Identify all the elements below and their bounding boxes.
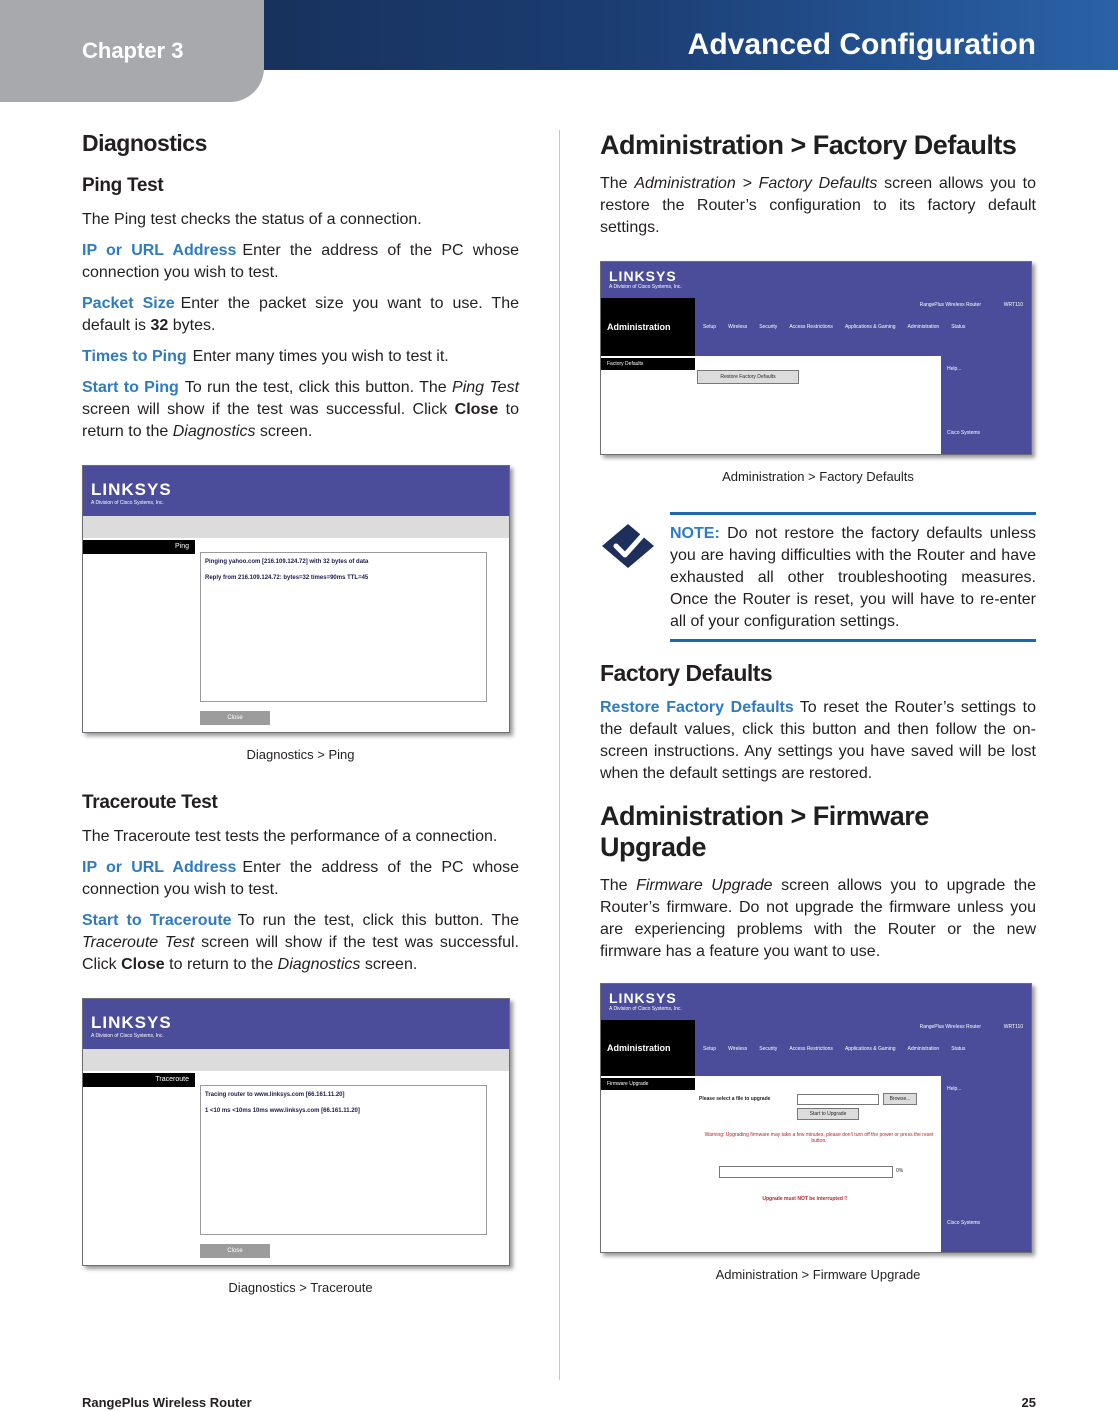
fw-progress-bar xyxy=(719,1166,893,1178)
fw-model: WRT110 xyxy=(1003,1024,1023,1030)
ping-ip-term: IP or URL Address xyxy=(82,242,237,259)
start-desc-4: screen. xyxy=(259,423,313,440)
tab-status[interactable]: Status xyxy=(951,1046,966,1052)
packet-size-term: Packet Size xyxy=(82,295,175,312)
tab-administration[interactable]: Administration xyxy=(907,1046,940,1052)
factory-model: WRT110 xyxy=(1003,302,1023,308)
ping-intro: The Ping test checks the status of a connection. xyxy=(82,211,422,228)
linksys-logo: LINKSYS xyxy=(609,990,677,1006)
chapter-title: Advanced Configuration xyxy=(687,28,1036,61)
traceroute-ip-paragraph xyxy=(82,857,519,901)
factory-nav-band xyxy=(695,298,1031,356)
ping-times-paragraph xyxy=(82,346,519,368)
tab-applications-gaming[interactable]: Applications & Gaming xyxy=(844,324,896,330)
factory-caption: Administration > Factory Defaults xyxy=(722,469,914,484)
tr-start-desc-4: screen. xyxy=(364,956,418,973)
tab-security[interactable]: Security xyxy=(759,324,778,330)
note-block xyxy=(600,512,1036,642)
traceroute-ip-term: IP or URL Address xyxy=(82,859,237,876)
packet-desc: Enter the packet size you want to use. The default is xyxy=(82,295,519,334)
tr-start-desc-2: screen will show if the test was successful. Click xyxy=(82,934,520,973)
traceroute-screenshot xyxy=(82,998,510,1266)
fw-file-input[interactable] xyxy=(797,1094,879,1105)
left-column xyxy=(82,125,519,1295)
factory-defaults-screenshot xyxy=(600,261,1032,455)
fw-help-column xyxy=(941,1076,1031,1252)
note-label: NOTE: xyxy=(670,525,720,542)
start-desc-3: to return to the xyxy=(82,401,519,440)
ping-test-heading: Ping Test xyxy=(82,175,164,196)
factory-tabs xyxy=(703,324,965,330)
tab-wireless[interactable]: Wireless xyxy=(728,1046,748,1052)
tr-start-bold: Close xyxy=(121,956,165,973)
factory-intro-2: screen allows you to restore the Router’s configuration to its factory default settings. xyxy=(600,175,1037,236)
start-to-upgrade-button[interactable]: Start to Upgrade xyxy=(797,1108,859,1120)
tr-start-desc-3: to return to the xyxy=(169,956,274,973)
linksys-logo-sub: A Division of Cisco Systems, Inc. xyxy=(91,1033,164,1039)
ping-start-paragraph xyxy=(82,377,519,443)
tab-setup[interactable]: Setup xyxy=(703,1046,717,1052)
fw-product-name: RangePlus Wireless Router xyxy=(919,1024,981,1030)
right-column xyxy=(600,125,1036,1282)
traceroute-result-panel xyxy=(200,1085,487,1235)
linksys-banner xyxy=(601,984,1031,1020)
firmware-intro xyxy=(600,875,1036,963)
linksys-logo-sub: A Division of Cisco Systems, Inc. xyxy=(609,284,682,290)
restore-paragraph xyxy=(600,697,1036,785)
linksys-banner xyxy=(83,999,509,1049)
banner-stripe xyxy=(83,1049,509,1071)
fw-warning-text: Warning: Upgrading firmware may take a few minutes, please don't turn off the power or press the reset button. xyxy=(704,1132,934,1144)
fw-section-label: Administration xyxy=(601,1020,695,1076)
traceroute-intro: The Traceroute test tests the performance of a connection. xyxy=(82,828,498,845)
restore-desc: To reset the Router’s settings to the default values, click this button and then follow the on-screen instructions. Any settings you have saved will be lost when the default settings are restored. xyxy=(600,699,1036,782)
factory-defaults-heading: Administration > Factory Defaults xyxy=(600,130,1017,160)
ping-result-line-1: Pinging yahoo.com [216.109.124.72] with 32 bytes of data xyxy=(205,559,369,565)
packet-default-value: 32 xyxy=(150,317,169,334)
ping-side-label: Ping xyxy=(83,540,195,554)
times-desc: Enter many times you wish to test it. xyxy=(192,348,449,365)
checkmark-note-icon xyxy=(600,522,656,570)
firmware-upgrade-screenshot xyxy=(600,983,1032,1253)
banner-stripe xyxy=(83,516,509,538)
traceroute-side-label: Traceroute xyxy=(83,1073,195,1087)
ping-result-line-2: Reply from 216.109.124.72: bytes=32 times=90ms TTL=45 xyxy=(205,575,369,581)
note-text xyxy=(670,523,1036,633)
linksys-logo-sub: A Division of Cisco Systems, Inc. xyxy=(609,1006,682,1012)
ping-packet-paragraph xyxy=(82,293,519,337)
factory-section-label: Administration xyxy=(601,298,695,356)
traceroute-heading: Traceroute Test xyxy=(82,792,218,813)
factory-defaults-subheading: Factory Defaults xyxy=(600,660,773,686)
times-to-ping-term: Times to Ping xyxy=(82,348,187,365)
tab-administration[interactable]: Administration xyxy=(907,324,940,330)
restore-factory-defaults-button[interactable]: Restore Factory Defaults xyxy=(697,370,799,384)
note-body: Do not restore the factory defaults unless you are having difficulties with the Router and have exhausted all other troubleshooting measures. Once the Router is reset, you will have to re-enter all of your configuration settings. xyxy=(670,525,1036,630)
start-to-traceroute-term: Start to Traceroute xyxy=(82,912,232,929)
fw-browse-button[interactable]: Browse... xyxy=(883,1093,917,1105)
fw-tabs xyxy=(703,1046,965,1052)
factory-intro-italic: Administration > Factory Defaults xyxy=(634,175,878,192)
packet-desc-end: bytes. xyxy=(172,317,216,334)
ping-close-button[interactable]: Close xyxy=(200,711,270,725)
traceroute-start-paragraph xyxy=(82,910,519,976)
footer-product: RangePlus Wireless Router xyxy=(82,1395,252,1410)
start-bold: Close xyxy=(454,401,499,418)
start-italic-2: Diagnostics xyxy=(172,423,256,440)
traceroute-caption: Diagnostics > Traceroute xyxy=(228,1280,373,1295)
factory-intro xyxy=(600,173,1036,239)
fw-select-label: Please select a file to upgrade xyxy=(699,1096,771,1102)
tab-access-restrictions[interactable]: Access Restrictions xyxy=(789,324,833,330)
cisco-logo: Cisco Systems xyxy=(947,1220,981,1226)
linksys-banner xyxy=(83,466,509,516)
factory-side-label: Factory Defaults xyxy=(601,358,695,370)
linksys-banner xyxy=(601,262,1031,298)
traceroute-close-button[interactable]: Close xyxy=(200,1244,270,1258)
chapter-tab xyxy=(0,0,264,102)
linksys-logo: LINKSYS xyxy=(91,480,172,499)
tab-security[interactable]: Security xyxy=(759,1046,778,1052)
tab-applications-gaming[interactable]: Applications & Gaming xyxy=(844,1046,896,1052)
tab-access-restrictions[interactable]: Access Restrictions xyxy=(789,1046,833,1052)
traceroute-ip-desc: Enter the address of the PC whose connection you wish to test. xyxy=(82,859,520,898)
column-divider xyxy=(559,130,560,1380)
fw-help-link[interactable]: Help... xyxy=(947,1086,962,1092)
fw-intro-1: The xyxy=(600,877,628,894)
fw-nav-band xyxy=(695,1020,1031,1076)
ping-ip-paragraph xyxy=(82,240,519,284)
firmware-upgrade-heading: Administration > Firmware Upgrade xyxy=(600,801,929,862)
footer-page-number: 25 xyxy=(1021,1395,1036,1410)
fw-side-label: Firmware Upgrade xyxy=(601,1078,695,1090)
factory-product-name: RangePlus Wireless Router xyxy=(919,302,981,308)
firmware-caption: Administration > Firmware Upgrade xyxy=(715,1267,921,1282)
fw-intro-italic: Firmware Upgrade xyxy=(636,877,773,894)
start-desc-2: screen will show if the test was successful. Click xyxy=(82,401,448,418)
start-italic-1: Ping Test xyxy=(452,379,520,396)
fw-progress-percent: 0% xyxy=(896,1168,904,1174)
note-box xyxy=(670,512,1036,642)
tr-start-desc-1: To run the test, click this button. The xyxy=(237,912,519,929)
ping-result-panel xyxy=(200,552,487,702)
factory-intro-1: The xyxy=(600,175,628,192)
factory-help-column xyxy=(941,356,1031,454)
restore-factory-defaults-term: Restore Factory Defaults xyxy=(600,699,794,716)
tr-start-italic-2: Diagnostics xyxy=(277,956,361,973)
start-to-ping-term: Start to Ping xyxy=(82,379,179,396)
linksys-logo: LINKSYS xyxy=(91,1013,172,1032)
fw-intro-2: screen allows you to upgrade the Router’s firmware. Do not upgrade the firmware unless you are experiencing problems with the Router or the new firmware has a feature you want to use. xyxy=(600,877,1037,960)
tr-start-italic-1: Traceroute Test xyxy=(82,934,195,951)
diagnostics-heading: Diagnostics xyxy=(82,130,207,156)
tab-setup[interactable]: Setup xyxy=(703,324,717,330)
start-desc-1: To run the test, click this button. The xyxy=(184,379,447,396)
chapter-label: Chapter 3 xyxy=(82,38,184,63)
linksys-logo-sub: A Division of Cisco Systems, Inc. xyxy=(91,500,164,506)
tab-status[interactable]: Status xyxy=(951,324,966,330)
factory-help-link[interactable]: Help... xyxy=(947,366,962,372)
ping-screenshot xyxy=(82,465,510,733)
ping-caption: Diagnostics > Ping xyxy=(246,747,355,762)
tab-wireless[interactable]: Wireless xyxy=(728,324,748,330)
linksys-logo: LINKSYS xyxy=(609,268,677,284)
traceroute-result-line-1: Tracing router to www.linksys.com [66.161.11.20] xyxy=(205,1092,345,1098)
ping-ip-desc: Enter the address of the PC whose connection you wish to test. xyxy=(82,242,520,281)
traceroute-result-line-2: 1 <10 ms <10ms 10ms www.linksys.com [66.161.11.20] xyxy=(205,1108,360,1114)
cisco-logo: Cisco Systems xyxy=(947,430,981,436)
fw-interrupt-warning: Upgrade must NOT be interrupted !! xyxy=(762,1196,848,1202)
